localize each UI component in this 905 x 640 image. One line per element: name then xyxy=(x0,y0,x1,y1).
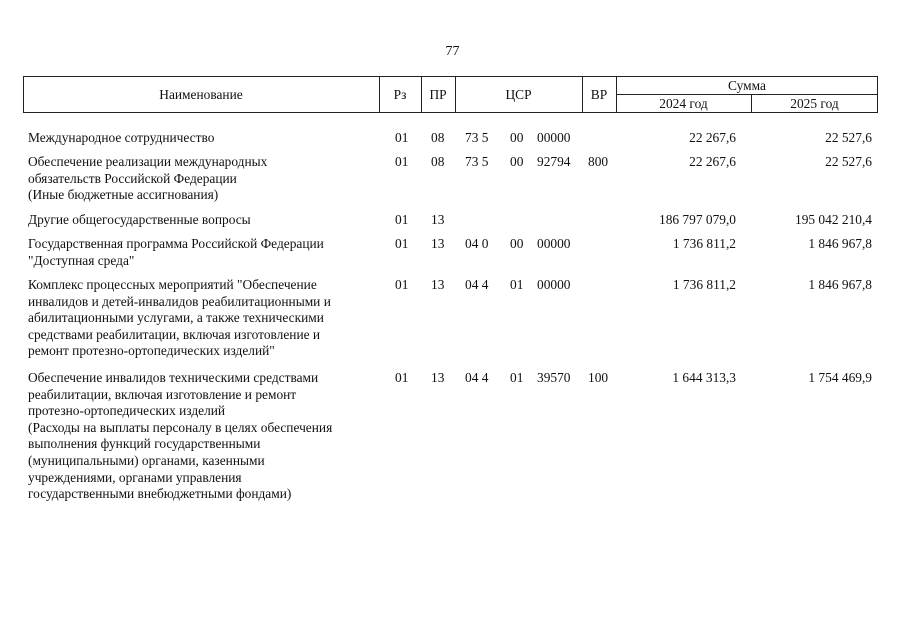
row-name xyxy=(28,236,380,269)
row-name xyxy=(28,370,380,503)
rz-cell: 01 xyxy=(395,154,409,169)
row-name-line: инвалидов и детей-инвалидов реабилитационными и xyxy=(28,293,331,309)
pr-cell: 13 xyxy=(431,370,445,385)
rz-cell: 01 xyxy=(395,130,409,145)
sum-2025-cell: 1 754 469,9 xyxy=(808,370,872,385)
pr-cell: 08 xyxy=(431,130,445,145)
vr-cell: 100 xyxy=(588,370,609,385)
row-name xyxy=(28,154,380,204)
row-name-line: Международное сотрудничество xyxy=(28,130,215,145)
row-name-line: (Иные бюджетные ассигнования) xyxy=(28,187,219,203)
rz-cell: 01 xyxy=(395,212,409,227)
header-vr: ВР xyxy=(590,87,608,102)
sum-2024-cell: 186 797 079,0 xyxy=(659,212,736,227)
sum-subheader-line xyxy=(616,94,878,95)
sum-2024-cell: 1 736 811,2 xyxy=(672,277,736,292)
pr-cell: 13 xyxy=(431,277,445,292)
csr-subprogram-cell: 00 xyxy=(510,236,524,251)
row-name-line: Другие общегосударственные вопросы xyxy=(28,212,251,227)
header-pr: ПР xyxy=(429,87,447,102)
pr-cell: 13 xyxy=(431,212,445,227)
row-name-line: реабилитации, включая изготовление и ремонт xyxy=(28,386,297,402)
row-name xyxy=(28,212,380,229)
rz-cell: 01 xyxy=(395,277,409,292)
row-name-line: (Расходы на выплаты персоналу в целях обеспечения xyxy=(28,419,333,435)
row-name xyxy=(28,130,380,147)
sum-2025-cell: 1 846 967,8 xyxy=(808,277,872,292)
header-sum: Сумма xyxy=(728,78,766,93)
sum-2025-cell: 195 042 210,4 xyxy=(795,212,872,227)
row-name-line: протезно-ортопедических изделий xyxy=(28,403,226,419)
row-name-line: Обеспечение инвалидов техническими средствами xyxy=(28,370,319,385)
pr-cell: 08 xyxy=(431,154,445,169)
csr-subprogram-cell: 01 xyxy=(510,370,524,385)
header-year-2024: 2024 год xyxy=(659,96,708,111)
csr-code-cell: 92794 xyxy=(537,154,571,169)
vr-cell: 800 xyxy=(588,154,609,169)
row-name-line: учреждениями, органами управления xyxy=(28,469,242,485)
csr-code-cell: 00000 xyxy=(537,236,571,251)
sum-2024-cell: 1 736 811,2 xyxy=(672,236,736,251)
row-name xyxy=(28,277,380,360)
csr-program-cell: 73 5 xyxy=(465,154,489,169)
rz-cell: 01 xyxy=(395,370,409,385)
row-name-line: государственными внебюджетными фондами) xyxy=(28,486,292,502)
csr-program-cell: 73 5 xyxy=(465,130,489,145)
csr-program-cell: 04 0 xyxy=(465,236,489,251)
table-header xyxy=(23,76,878,113)
csr-subprogram-cell: 01 xyxy=(510,277,524,292)
page-number: 77 xyxy=(445,44,460,59)
csr-subprogram-cell: 00 xyxy=(510,154,524,169)
row-name-line: ремонт протезно-ортопедических изделий" xyxy=(28,343,275,359)
csr-program-cell: 04 4 xyxy=(465,370,489,385)
csr-program-cell: 04 4 xyxy=(465,277,489,292)
header-csr: ЦСР xyxy=(505,87,532,102)
csr-subprogram-cell: 00 xyxy=(510,130,524,145)
sum-2025-cell: 1 846 967,8 xyxy=(808,236,872,251)
csr-code-cell: 00000 xyxy=(537,130,571,145)
header-year-2025: 2025 год xyxy=(790,96,839,111)
header-bottom-border xyxy=(23,112,878,113)
row-name-line: абилитационными услугами, а также техническими xyxy=(28,310,324,326)
sum-2025-cell: 22 527,6 xyxy=(825,130,872,145)
csr-code-cell: 00000 xyxy=(537,277,571,292)
rz-cell: 01 xyxy=(395,236,409,251)
csr-code-cell: 39570 xyxy=(537,370,571,385)
row-name-line: (муниципальными) органами, казенными xyxy=(28,452,265,468)
row-name-line: Государственная программа Российской Федерации xyxy=(28,236,324,251)
row-name-line: Обеспечение реализации международных xyxy=(28,154,268,169)
row-name-line: средствами реабилитации, включая изготовление и xyxy=(28,326,321,342)
row-name-line: Комплекс процессных мероприятий "Обеспечение xyxy=(28,277,317,292)
sum-2024-cell: 22 267,6 xyxy=(689,130,736,145)
header-name: Наименование xyxy=(159,87,243,102)
pr-cell: 13 xyxy=(431,236,445,251)
header-rz: Рз xyxy=(393,87,407,102)
sum-2024-cell: 1 644 313,3 xyxy=(672,370,736,385)
row-name-line: "Доступная среда" xyxy=(28,252,135,268)
row-name-line: обязательств Российской Федерации xyxy=(28,170,237,186)
header-top-border xyxy=(23,76,878,77)
row-name-line: выполнения функций государственными xyxy=(28,436,261,452)
sum-2024-cell: 22 267,6 xyxy=(689,154,736,169)
sum-2025-cell: 22 527,6 xyxy=(825,154,872,169)
